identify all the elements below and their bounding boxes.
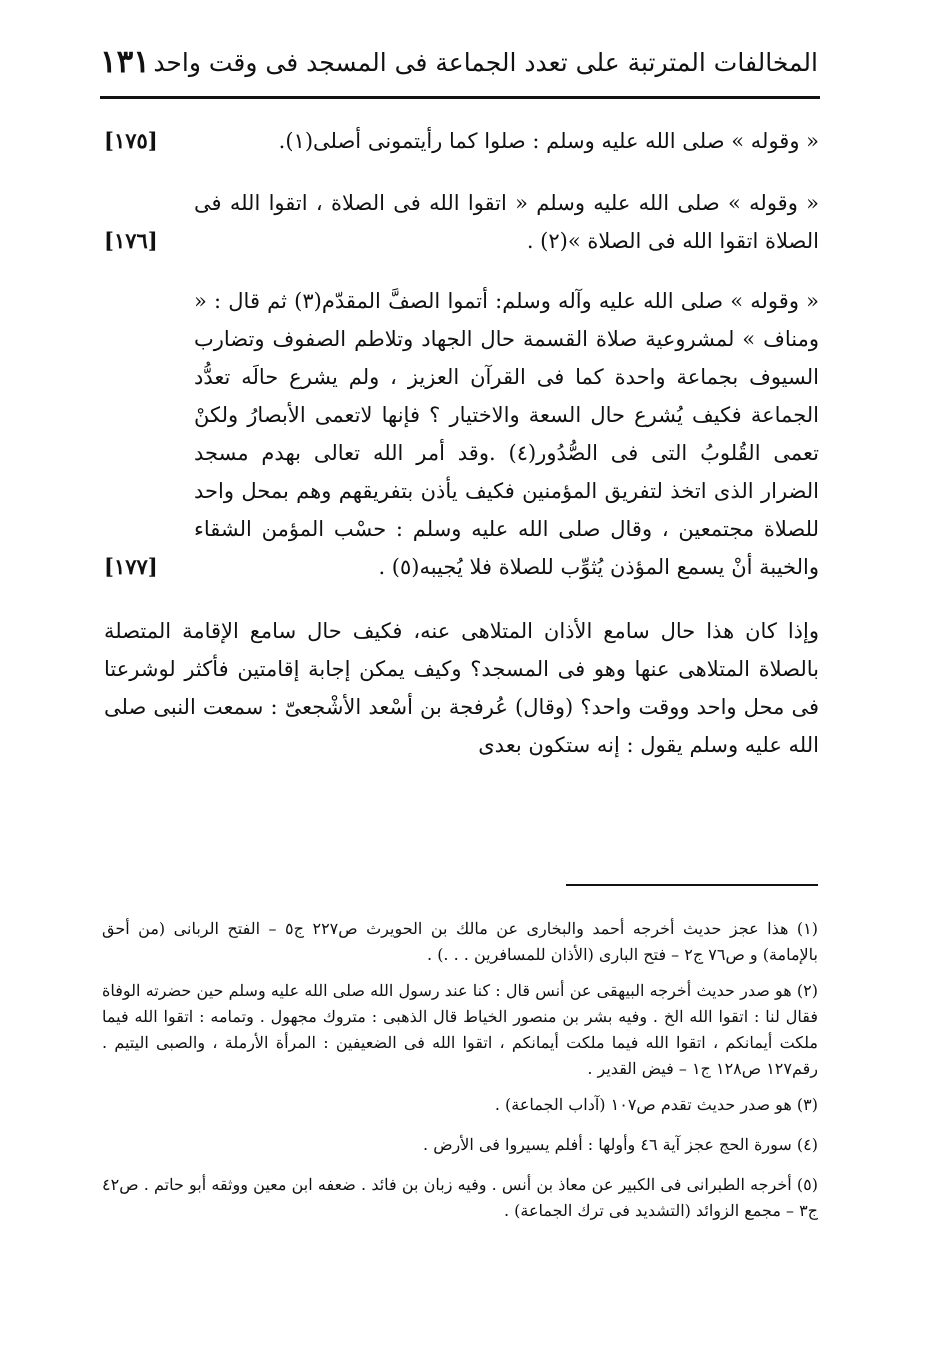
paragraph-175 [104,122,819,160]
main-text [104,122,819,764]
page-number: ١٣١ [100,44,150,80]
footnote-5: (٥) أخرجه الطبرانى فى الكبير عن معاذ بن أنس . وفيه زبان بن فائد . ضعفه ابن معين ووثقه أبو حاتم . ص٤٢ ج٣ – مجمع الزوائد (التشديد فى ترك الجماعة) . [102,1175,818,1220]
header-rule [100,96,820,99]
paragraph-continuing [104,612,819,764]
reference-number: [١٧٧] [104,554,158,579]
footnote-2: (٢) هو صدر حديث أخرجه البيهقى عن أنس قال : كنا عند رسول الله صلى الله عليه وسلم حين حضرته الوفاة فقال لنا : اتقوا الله الخ . وفيه بشر بن منصور الخياط قال الذهبى : متروك مجهول . وتمامه : اتقوا الله فيما ملكت أيمانكم ، اتقوا الله فيما ملكت أيمانكم ، اتقوا الله فى الضعيفين : المرأة الأرملة ، والصبى اليتيم . رقم١٢٧ ص١٢٨ ج١ – فيض القدير . [102,981,819,1078]
footnote-3: (٣) هو صدر حديث تقدم ص١٠٧ (آداب الجماعة) . [494,1095,818,1114]
footnote-1: (١) هذا عجز حديث أخرجه أحمد والبخارى عن مالك بن الحويرث ص٢٢٧ ج٥ – الفتح الربانى (من أحق بالإمامة) و ص٧٦ ج٢ – فتح البارى (الأذان للمسافرين . . .) . [102,919,819,964]
footnote-4: (٤) سورة الحج عجز آية ٤٦ وأولها : أفلم يسيروا فى الأرض . [423,1135,818,1154]
paragraph-177 [104,282,819,586]
footnotes [102,916,818,1234]
paragraph-text: « وقوله » صلى الله عليه وسلم : صلوا كما رأيتمونى أصلى(١). [278,129,819,153]
page-header [100,32,818,92]
paragraph-text: « وقوله » صلى الله عليه وآله وسلم: أتموا الصفَّ المقدّم(٣) ثم قال : « ومناف » لمشروعية صلاة القسمة حال الجهاد وتلاطم الصفوف وتضارب السيوف بجماعة واحدة كما فى القرآن العزيز ، ولم يشرع حالَه تعدُّد الجماعة فكيف يُشرع حال السعة والاختيار ؟ فإنها لاتعمى الأبصارُ ولكنْ تعمى القُلوبُ التى فى الصُّدُور(٤) .وقد أمر الله تعالى بهدم مسجد الضرار الذى اتخذ لتفريق المؤمنين فكيف يأذن بتفريقهم وهم بمحل واحد للصلاة مجتمعين ، وقال صلى الله عليه وسلم : حسْب المؤمن الشقاء والخيبة أنْ يسمع المؤذن يُثوِّب للصلاة فلا يُجيبه(٥) . [194,289,820,579]
reference-number: [١٧٦] [104,228,158,253]
paragraph-176 [104,184,819,260]
footnote-rule [566,884,818,886]
paragraph-text: وإذا كان هذا حال سامع الأذان المتلاهى عنه، فكيف حال سامع الإقامة المتصلة بالصلاة المتلاهى عنها وهو فى المسجد؟ وكيف يمكن إجابة إقامتين فأكثر لوشرعتا فى محل واحد ووقت واحد؟ (وقال) عُرفجة بن أسْعد الأشْجعىّ : سمعت النبى صلى الله عليه وسلم يقول : إنه ستكون بعدى [104,619,819,757]
running-title: المخالفات المترتبة على تعدد الجماعة فى المسجد فى وقت واحد [153,47,818,77]
reference-number: [١٧٥] [104,128,158,153]
paragraph-text: « وقوله » صلى الله عليه وسلم « اتقوا الله فى الصلاة ، اتقوا الله فى الصلاة اتقوا الله فى الصلاة »(٢) . [194,191,819,253]
